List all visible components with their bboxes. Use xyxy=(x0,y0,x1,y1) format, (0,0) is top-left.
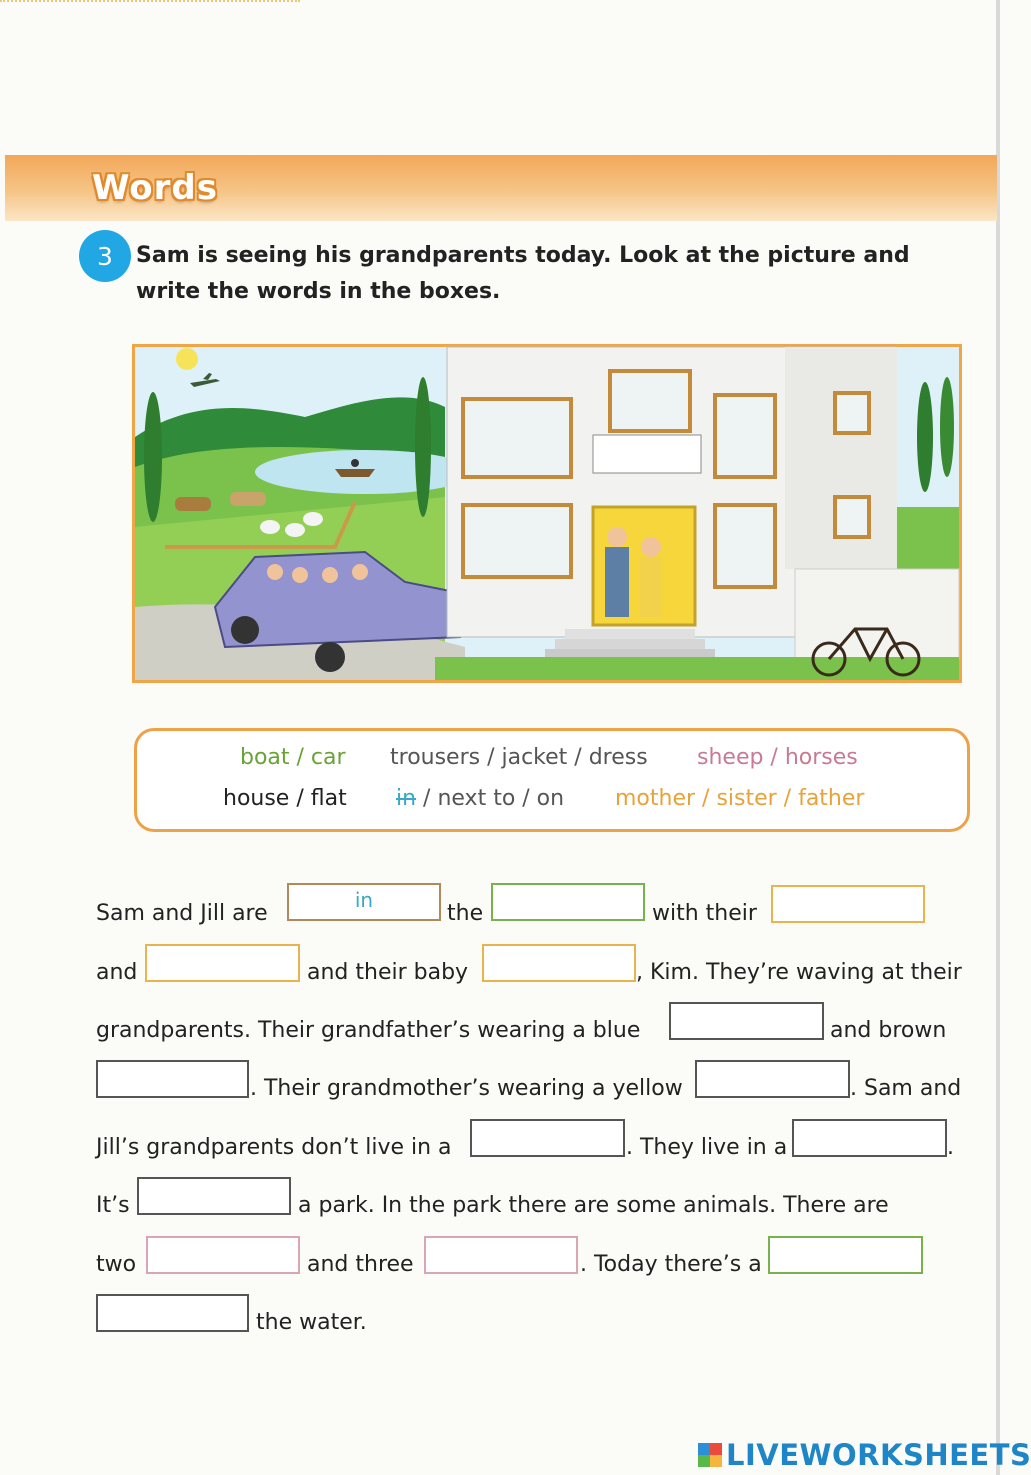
used-word: in xyxy=(396,786,417,811)
sun-icon xyxy=(176,348,198,370)
tree-icon xyxy=(940,377,954,477)
passage-text: . xyxy=(947,1135,954,1160)
balcony xyxy=(593,435,701,473)
scene-svg xyxy=(135,347,959,680)
tree-icon xyxy=(415,377,431,517)
passage-text: two xyxy=(96,1252,137,1277)
passage-text: , Kim. They’re waving at their xyxy=(636,960,962,985)
horse-icon xyxy=(230,492,266,506)
answer-box-12[interactable] xyxy=(146,1236,300,1274)
tree-icon xyxy=(144,392,162,522)
tree-icon xyxy=(917,382,933,492)
grandfather xyxy=(605,547,629,617)
answer-box-14[interactable] xyxy=(768,1236,923,1274)
passage-text: It’s xyxy=(96,1193,130,1218)
scene-illustration xyxy=(132,344,962,683)
passage-text: a park. In the park there are some animals. There are xyxy=(298,1193,889,1218)
answer-box-7[interactable] xyxy=(96,1060,249,1098)
exercise-instruction: Sam is seeing his grandparents today. Look at the picture and write the words in the boxes. xyxy=(136,243,910,304)
word-option: mother / sister / father xyxy=(615,786,865,811)
top-dotted-line xyxy=(0,0,300,2)
exercise-number-badge: 3 xyxy=(79,230,131,282)
answer-box-15[interactable] xyxy=(96,1294,249,1332)
word-option: house / flat xyxy=(223,786,347,811)
brand-name: LIVEWORKSHEETS xyxy=(726,1438,1031,1472)
passage-text: the water. xyxy=(256,1310,367,1335)
passage-text: with their xyxy=(652,901,757,926)
answer-box-13[interactable] xyxy=(424,1236,578,1274)
passage-text: and three xyxy=(307,1252,414,1277)
answer-box-1[interactable]: in xyxy=(287,883,441,921)
answer-box-6[interactable] xyxy=(669,1002,824,1040)
passage-text: the xyxy=(447,901,484,926)
word-option: boat / car xyxy=(240,745,346,770)
passage-text: . They live in a xyxy=(626,1135,788,1160)
horse-icon xyxy=(175,497,211,511)
passage-text: grandparents. Their grandfather’s wearing a blue xyxy=(96,1018,641,1043)
sheep-icon xyxy=(303,512,323,526)
word-option: / next to / on xyxy=(416,786,565,811)
word-option: sheep / horses xyxy=(697,745,858,770)
answer-box-9[interactable] xyxy=(470,1119,625,1157)
passage-text: and brown xyxy=(830,1018,947,1043)
passage-text: Jill’s grandparents don’t live in a xyxy=(96,1135,452,1160)
passage-text: . Sam and xyxy=(850,1076,962,1101)
passage-text: . Their grandmother’s wearing a yellow xyxy=(250,1076,683,1101)
word-option-group xyxy=(396,786,564,811)
boat-icon xyxy=(335,469,375,477)
answer-box-3[interactable] xyxy=(771,885,925,923)
section-title: Words xyxy=(92,168,218,208)
answer-box-11[interactable] xyxy=(137,1177,291,1215)
liveworksheets-logo xyxy=(698,1438,1031,1472)
answer-box-4[interactable] xyxy=(145,944,300,982)
answer-box-5[interactable] xyxy=(482,944,636,982)
passage-text: and xyxy=(96,960,138,985)
word-option: trousers / jacket / dress xyxy=(390,745,648,770)
passage-text: . Today there’s a xyxy=(580,1252,762,1277)
answer-box-2[interactable] xyxy=(491,883,645,921)
liveworksheets-logo-icon xyxy=(698,1443,722,1467)
grandmother xyxy=(640,557,662,617)
passage-text: and their baby xyxy=(307,960,469,985)
page-edge xyxy=(996,0,1000,1475)
word-bank xyxy=(134,728,970,832)
answer-box-10[interactable] xyxy=(792,1119,947,1157)
answer-box-8[interactable] xyxy=(695,1060,850,1098)
sheep-icon xyxy=(260,520,280,534)
passage-text: Sam and Jill are xyxy=(96,901,268,926)
sheep-icon xyxy=(285,523,305,537)
